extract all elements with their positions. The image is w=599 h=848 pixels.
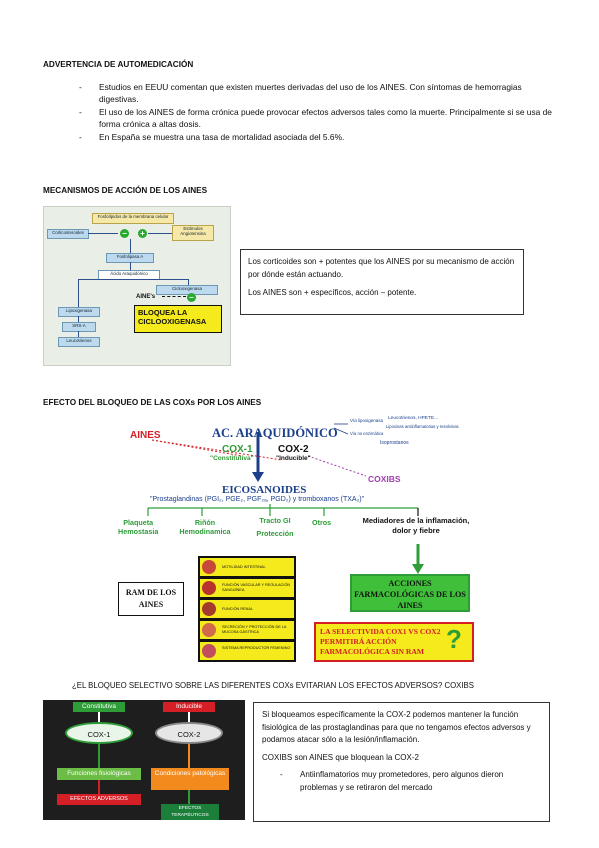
section-title-mecanismos: MECANISMOS DE ACCIÓN DE LOS AINES — [43, 186, 208, 195]
coxibs-note-box — [253, 702, 550, 822]
arrow-line — [130, 262, 131, 270]
blocks-cox-box: BLOQUEA LA CICLOOXIGENASA — [134, 305, 222, 333]
arrow-line — [148, 233, 172, 234]
coxibs-figure — [43, 700, 245, 820]
list-item: FUNCIÓN RENAL — [200, 600, 294, 618]
minus-icon: − — [187, 293, 196, 302]
therapeutic-effects-box: EFECTOS TERAPÉUTICOS — [161, 804, 219, 820]
cox-blocking-figure — [118, 416, 504, 668]
aines-label: AINE's — [136, 294, 156, 300]
membrane-node: Fosfolípidos de la membrana celular — [92, 213, 174, 224]
list-item: SECRECIÓN Y PROTECCIÓN DE LA MUCOSA GÁSTRICA — [200, 621, 294, 639]
list-item: MOTILIDAD INTESTINAL — [200, 558, 294, 576]
aines-label: AINES — [130, 430, 161, 441]
selectivity-box: LA SELECTIVIDA COX1 VS COX2 PERMITIRÁ ACCIÓN FARMACOLÓGICA SIN RAM — [314, 622, 474, 662]
prostaglandins-label: "Prostaglandinas (PGI₂, PGE₂, PGF₂ₐ, PGD₂) y tromboxanos (TXA₂)" — [150, 496, 365, 503]
section-title-automedicacion: ADVERTENCIA DE AUTOMEDICACIÓN — [43, 60, 194, 69]
arrow-line — [78, 279, 188, 280]
cox1-node: COX-1 — [65, 722, 133, 744]
list-item: - Antiinflamatorios muy prometedores, pero algunos dieron problemas y se retiraron del mercado — [300, 769, 541, 794]
note-text: Los AINES son + específicos, acción – potente. — [248, 288, 417, 297]
lipoxygenase-node: Lipoxigenasa — [58, 307, 100, 317]
inducible-label: Inducible — [163, 702, 215, 712]
ram-box: RAM DE LOS AINES — [118, 582, 184, 616]
srs-node: SRS-A — [62, 322, 96, 332]
automedicacion-list — [99, 81, 559, 143]
pharmacological-actions-box: ACCIONES FARMACOLÓGICAS DE LOS AINES — [350, 574, 470, 612]
heart-icon — [202, 581, 216, 595]
mediators-label: Mediadores de la inflamación, dolor y fiebre — [362, 516, 470, 535]
non-enzymatic-path: Vía no enzimática — [350, 431, 384, 436]
kidney-icon — [202, 602, 216, 616]
cox1-subtitle: "Constitutiva" — [210, 455, 254, 462]
eicosanoids-title: EICOSANOIDES — [222, 484, 307, 496]
phospholipase-node: Fosfolipasa A — [106, 253, 154, 263]
list-item: - El uso de los AINES de forma crónica puede provocar efectos adversos tales como la muerte. Principalmente si se usa de forma crónica a altas dosis. — [99, 106, 559, 131]
coxibs-bullets — [300, 769, 541, 794]
constitutive-label: Constitutiva — [73, 702, 125, 712]
arrow-line — [130, 239, 131, 253]
leukotrienes-node: Leucotrienos — [58, 337, 100, 347]
list-item: SISTEMA REPRODUCTOR FEMENINO — [200, 642, 294, 660]
kidney-label: Riñón Hemodinamica — [179, 518, 231, 536]
minus-icon: − — [120, 229, 129, 238]
uterus-icon — [202, 644, 216, 658]
ram-list — [198, 556, 296, 662]
others-label: Otros — [312, 518, 332, 527]
arrow-line — [88, 233, 118, 234]
note-text: COXIBS son AINES que bloquean la COX-2 — [262, 752, 419, 762]
intestine-icon — [202, 560, 216, 574]
pathological-conditions-box: Condiciones patológicas — [151, 768, 229, 790]
list-item: - Estudios en EEUU comentan que existen muertes derivadas del uso de los AINES. Con síntomas de hemorragias digestivas. — [99, 81, 559, 106]
corticoids-note-box — [240, 249, 524, 315]
main-arrow-head — [252, 472, 264, 482]
question-icon: ? — [446, 624, 462, 654]
stimuli-node: Estímulos Angiotensina — [172, 225, 214, 241]
list-item: FUNCIÓN VASCULAR Y REGULACIÓN SANGUÍNEA — [200, 579, 294, 597]
lipoxins-label: Lipoxinas antiinflamatorias y resolvinas — [386, 424, 459, 429]
arachidonic-node: Ácido Araquidónico — [98, 270, 160, 280]
note-text: Los corticoides son + potentes que los AINES por su mecanismo de acción por dónde están actuando. — [248, 257, 515, 279]
adverse-effects-box: EFECTOS ADVERSOS — [57, 794, 141, 805]
isoprostanes-label: Isoprostanos — [380, 440, 409, 446]
section-title-coxibs: ¿EL BLOQUEO SELECTIVO SOBRE LAS DIFERENTES COXs EVITARIAN LOS EFECTOS ADVERSOS? COXIBS — [72, 681, 474, 690]
platelet-label: Plaqueta Hemostasia — [118, 518, 159, 536]
cox2-subtitle: "Inducible" — [276, 455, 311, 462]
coxibs-label: COXIBS — [368, 474, 401, 484]
cox2-label: COX-2 — [278, 444, 309, 455]
note-text: Si bloqueamos específicamente la COX-2 podemos mantener la función fisiológica de las prostaglandinas para que no tengamos efectos adversos y podamos atacar sólo a la lesión/inflamación. — [262, 710, 531, 744]
cyclo-node: Ciclooxigenasa — [156, 285, 218, 295]
section-title-efecto-bloqueo: EFECTO DEL BLOQUEO DE LAS COXs POR LOS AINES — [43, 398, 262, 407]
gi-label: Tracto GI Protección — [256, 516, 294, 538]
stomach-icon — [202, 623, 216, 637]
cox1-label: COX-1 — [222, 444, 253, 455]
cox2-node: COX-2 — [155, 722, 223, 744]
arrow-line — [78, 279, 79, 307]
dashed-arrow — [162, 296, 186, 297]
mechanism-figure — [43, 206, 231, 366]
physiological-functions-box: Funciones fisiológicas — [57, 768, 141, 780]
plus-icon: + — [138, 229, 147, 238]
leukotrienes-label: Leucotrienos, HPETE... — [388, 416, 439, 421]
corticoids-node: Corticosteroides — [47, 229, 89, 239]
list-item: - En España se muestra una tasa de mortalidad asociada del 5.6%. — [99, 131, 559, 143]
arachidonic-title: AC. ARAQUIDÓNICO — [212, 426, 338, 440]
lipox-path: Vía lipoxigenasa — [350, 418, 384, 423]
coxibs-line — [308, 456, 366, 476]
